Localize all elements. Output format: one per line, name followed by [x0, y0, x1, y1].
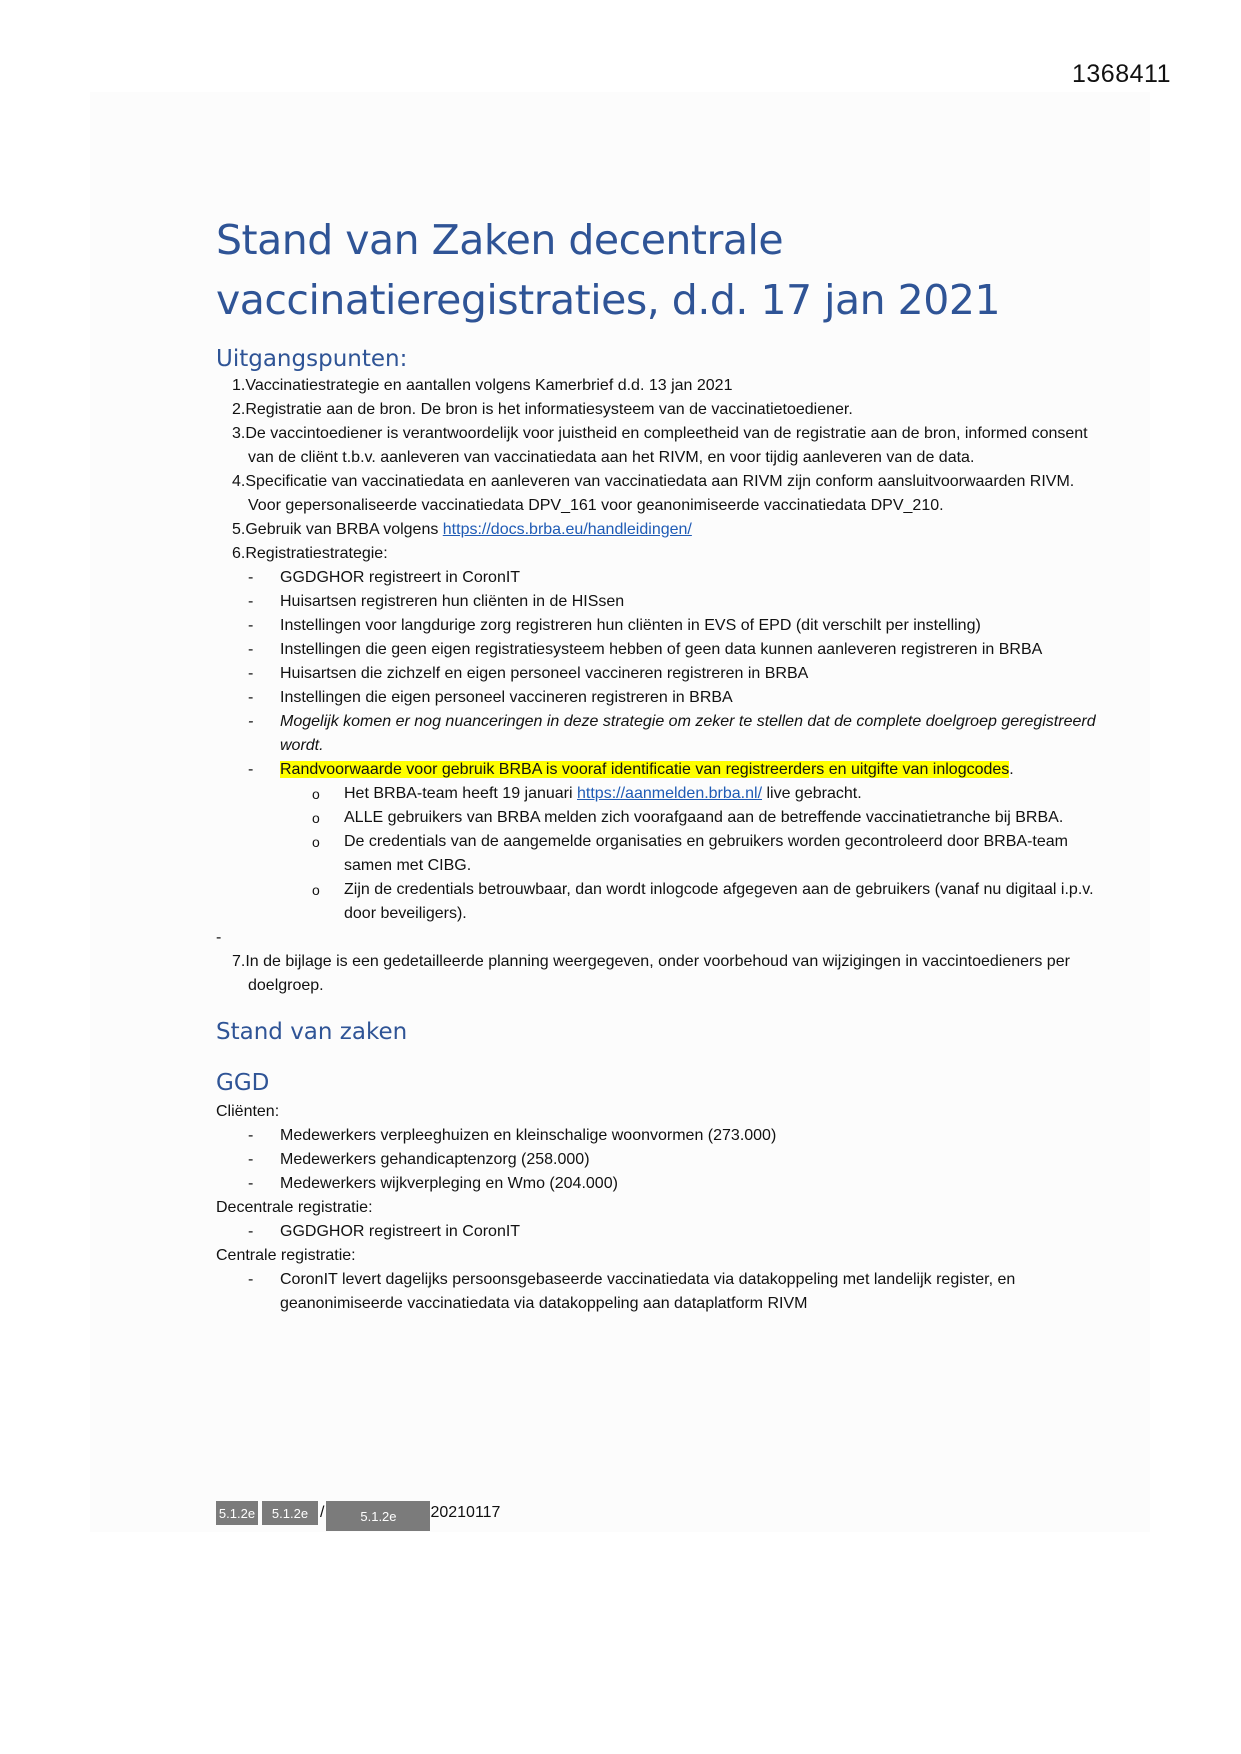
list-item: - Instellingen die eigen personeel vaccineren registreren in BRBA	[248, 686, 1096, 710]
list-item: - GGDGHOR registreert in CoronIT	[248, 566, 1096, 590]
redaction-box: 5.1.2e	[262, 1501, 318, 1525]
registratiestrategie-list	[216, 566, 1096, 926]
title-line-1: Stand van Zaken decentrale	[216, 216, 784, 264]
title-line-2: vaccinatieregistraties, d.d. 17 jan 2021	[216, 276, 1001, 324]
heading-ggd: GGD	[216, 1070, 270, 1096]
list-item: o De credentials van de aangemelde organisaties en gebruikers worden gecontroleerd door BRBA-team samen met CIBG.	[312, 830, 1096, 878]
list-item: - Medewerkers verpleeghuizen en kleinschalige woonvormen (273.000)	[248, 1124, 1096, 1148]
redaction-box: 5.1.2e	[326, 1501, 430, 1531]
clienten-list	[216, 1124, 1096, 1196]
highlighted-item: - Randvoorwaarde voor gebruik BRBA is vooraf identificatie van registreerders en uitgifte van inlogcodes. o Het BRBA-team heeft 19 januari https://aanmelden.brba.nl/ live gebracht. o ALLE gebruikers van BRBA melden zich voorafgaand aan de betreffende vaccinatietranche bij BRBA. o De credentials van de aangemelde organisaties en gebruikers worden gecontroleerd door BRBA-team samen met CIBG. o Zijn de credentials betrouwbaar, dan wordt inlogcode afgegeven aan de gebruikers (vanaf nu digitaal i.p.v. door beveiligers).	[248, 758, 1096, 926]
aanmelden-brba-link[interactable]: https://aanmelden.brba.nl/	[577, 785, 763, 802]
list-item: 3.De vaccintoediener is verantwoordelijk voor juistheid en compleetheid van de registratie aan de bron, informed consent van de cliënt t.b.v. aanleveren van vaccinatiedata aan het RIVM, en voor tijdig aanleveren van de data.	[232, 425, 1088, 466]
centrale-registratie-label: Centrale registratie:	[216, 1247, 356, 1264]
brba-sub-list	[280, 782, 1096, 926]
list-item: o Zijn de credentials betrouwbaar, dan wordt inlogcode afgegeven aan de gebruikers (vanaf nu digitaal i.p.v. door beveiligers).	[312, 878, 1096, 926]
stray-dash: -	[216, 929, 222, 946]
footer-slash: /	[320, 1504, 325, 1521]
clienten-label: Cliënten:	[216, 1103, 280, 1120]
footer-suffix: 20210117	[430, 1504, 501, 1521]
heading-uitgangspunten: Uitgangspunten:	[216, 346, 408, 372]
highlighted-text: Randvoorwaarde voor gebruik BRBA is vooraf identificatie van registreerders en uitgifte van inlogcodes	[280, 761, 1010, 778]
list-item: o ALLE gebruikers van BRBA melden zich voorafgaand aan de betreffende vaccinatietranche bij BRBA.	[312, 806, 1096, 830]
list-item: 4.Specificatie van vaccinatiedata en aanleveren van vaccinatiedata aan RIVM zijn conform aansluitvoorwaarden RIVM. Voor gepersonaliseerde vaccinatiedata DPV_161 voor geanonimiseerde vaccinatiedata DPV_210.	[232, 473, 1075, 514]
list-item: - CoronIT levert dagelijks persoonsgebaseerde vaccinatiedata via datakoppeling met landelijk register, en geanonimiseerde vaccinatiedata via datakoppeling aan dataplatform RIVM	[248, 1268, 1096, 1316]
list-item: - GGDGHOR registreert in CoronIT	[248, 1220, 1096, 1244]
footer-reference	[216, 1498, 500, 1528]
list-item: - Huisartsen registreren hun cliënten in de HISsen	[248, 590, 1096, 614]
list-item: o Het BRBA-team heeft 19 januari https://aanmelden.brba.nl/ live gebracht.	[312, 782, 1096, 806]
list-item: 5.Gebruik van BRBA volgens https://docs.brba.eu/handleidingen/	[232, 521, 692, 538]
document-title	[216, 210, 1096, 330]
document-number: 1368411	[1072, 60, 1171, 88]
uitgangspunten-list	[216, 374, 1096, 566]
docs-brba-link[interactable]: https://docs.brba.eu/handleidingen/	[442, 521, 692, 538]
list-item: 7.In de bijlage is een gedetailleerde planning weergegeven, onder voorbehoud van wijzigingen in vaccintoedieners per doelgroep.	[232, 953, 1070, 994]
decentrale-registratie-label: Decentrale registratie:	[216, 1199, 373, 1216]
list-item: - Medewerkers gehandicaptenzorg (258.000)	[248, 1148, 1096, 1172]
decentrale-list	[216, 1220, 1096, 1244]
heading-stand-van-zaken: Stand van zaken	[216, 1019, 408, 1045]
document-content	[216, 210, 1096, 1316]
list-item: 2.Registratie aan de bron. De bron is het informatiesysteem van de vaccinatietoediener.	[232, 401, 853, 418]
uitgangspunten-list-cont	[216, 950, 1096, 998]
centrale-list	[216, 1268, 1096, 1316]
list-item: 6.Registratiestrategie:	[232, 545, 388, 562]
list-item: - Instellingen voor langdurige zorg registreren hun cliënten in EVS of EPD (dit verschilt per instelling)	[248, 614, 1096, 638]
list-item: - Huisartsen die zichzelf en eigen personeel vaccineren registreren in BRBA	[248, 662, 1096, 686]
list-item: 1.Vaccinatiestrategie en aantallen volgens Kamerbrief d.d. 13 jan 2021	[232, 377, 733, 394]
list-item: - Medewerkers wijkverpleging en Wmo (204.000)	[248, 1172, 1096, 1196]
list-item: - Instellingen die geen eigen registratiesysteem hebben of geen data kunnen aanleveren registreren in BRBA	[248, 638, 1096, 662]
redaction-box: 5.1.2e	[216, 1501, 258, 1525]
list-item: - Mogelijk komen er nog nuanceringen in deze strategie om zeker te stellen dat de complete doelgroep geregistreerd wordt.	[248, 710, 1096, 758]
